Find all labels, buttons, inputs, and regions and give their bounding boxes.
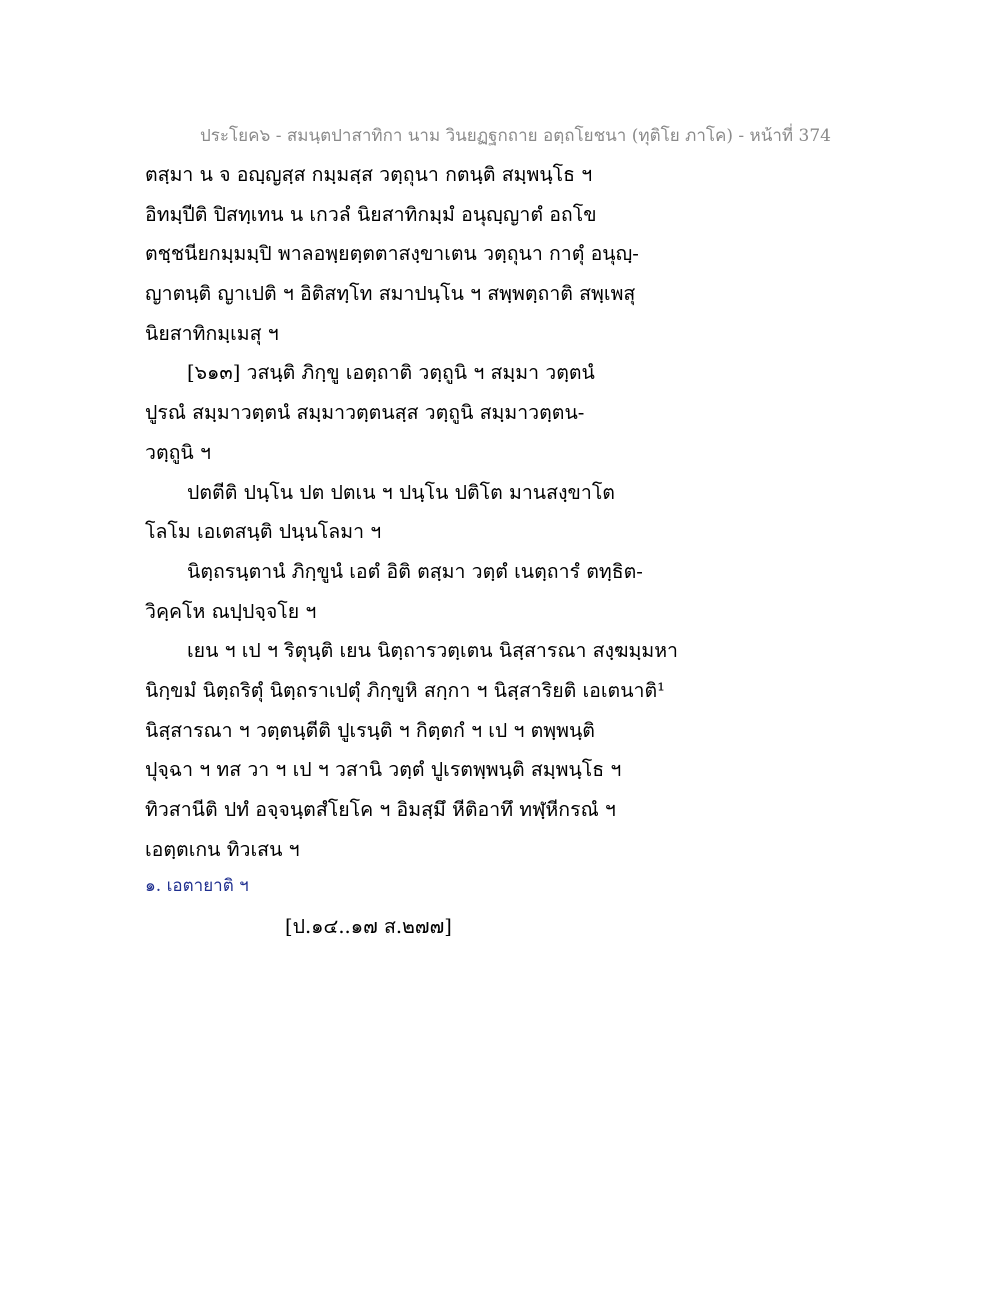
text-line: วิคฺคโห ณปฺปจฺจโย ฯ	[145, 599, 317, 623]
page-header: ประโยค๖ - สมนฺตปาสาทิกา นาม วินยฏฐกถาย อตฺถโยชนา (ทุติโย ภาโค) - หน้าที่ 374	[200, 126, 831, 146]
text-line: อิทมฺปีติ ปิสทฺเทน น เกวลํ นิยสาทิกมฺมํ อนุญฺญาตํ อถโข	[145, 202, 597, 226]
page-reference: [ป.๑๔..๑๗ ส.๒๗๗]	[285, 915, 452, 938]
text-line: ปตตีติ ปนฺโน ปต ปตเน ฯ ปนฺโน ปติโต มานสงฺขาโต	[187, 480, 615, 504]
footnote: ๑. เอตายาติ ฯ	[145, 876, 249, 896]
text-line: ตสฺมา น จ อญฺญสฺส กมฺมสฺส วตฺถุนา กตนฺติ สมฺพนฺโธ ฯ	[145, 163, 593, 186]
text-line: ตชฺชนียกมฺมมฺปิ พาลอพฺยตฺตตาสงฺขาเตน วตฺถุนา กาตุํ อนุญฺ-	[145, 242, 639, 266]
text-line: เอตฺตเกน ทิวเสน ฯ	[145, 837, 300, 861]
text-line: นิกฺขมํ นิตฺถริตุํ นิตฺถราเปตุํ ภิกฺขูหิ สกฺกา ฯ นิสฺสาริยติ เอเตนาติ¹	[145, 678, 665, 702]
text-line: นิยสาทิกมฺเมสุ ฯ	[145, 321, 279, 345]
text-line: นิสฺสารณา ฯ วตฺตนฺตีติ ปูเรนฺติ ฯ กิตฺตกํ ฯ เป ฯ ตพฺพนฺติ	[145, 718, 595, 742]
text-line: เยน ฯ เป ฯ ริตุนฺติ เยน นิตฺถารวตฺเตน นิสฺสารณา สงฺฆมฺมหา	[187, 639, 679, 663]
text-line: ทิวสานีติ ปทํ อจฺจนฺตสํโยโค ฯ อิมสฺมึ หีติอาทึ ทฬฺหีกรณํ ฯ	[145, 798, 616, 821]
body-text	[145, 155, 865, 869]
text-line: ปูรณํ สมฺมาวตฺตนํ สมฺมาวตฺตนสฺส วตฺถูนิ สมฺมาวตฺตน-	[145, 401, 585, 425]
text-line: ญาตนฺติ ญาเปติ ฯ อิติสทฺโท สมาปนฺโน ฯ สพฺพตฺถาติ สพฺเพสุ	[145, 282, 636, 306]
text-line: วตฺถูนิ ฯ	[145, 440, 211, 464]
text-line: ปุจฺฉา ฯ ทส วา ฯ เป ฯ วสานิ วตฺตํ ปูเรตพฺพนฺติ สมฺพนฺโธ ฯ	[145, 758, 622, 782]
text-line: โลโม เอเตสนฺติ ปนฺนโลมา ฯ	[145, 520, 382, 544]
text-line: นิตฺถรนฺตานํ ภิกฺขูนํ เอตํ อิติ ตสฺมา วตฺตํ เนตฺถารํ ตทฺธิต-	[187, 559, 643, 583]
text-line: [๖๑๓] วสนฺติ ภิกฺขู เอตฺถาติ วตฺถูนิ ฯ สมฺมา วตฺตนํ	[187, 361, 595, 385]
